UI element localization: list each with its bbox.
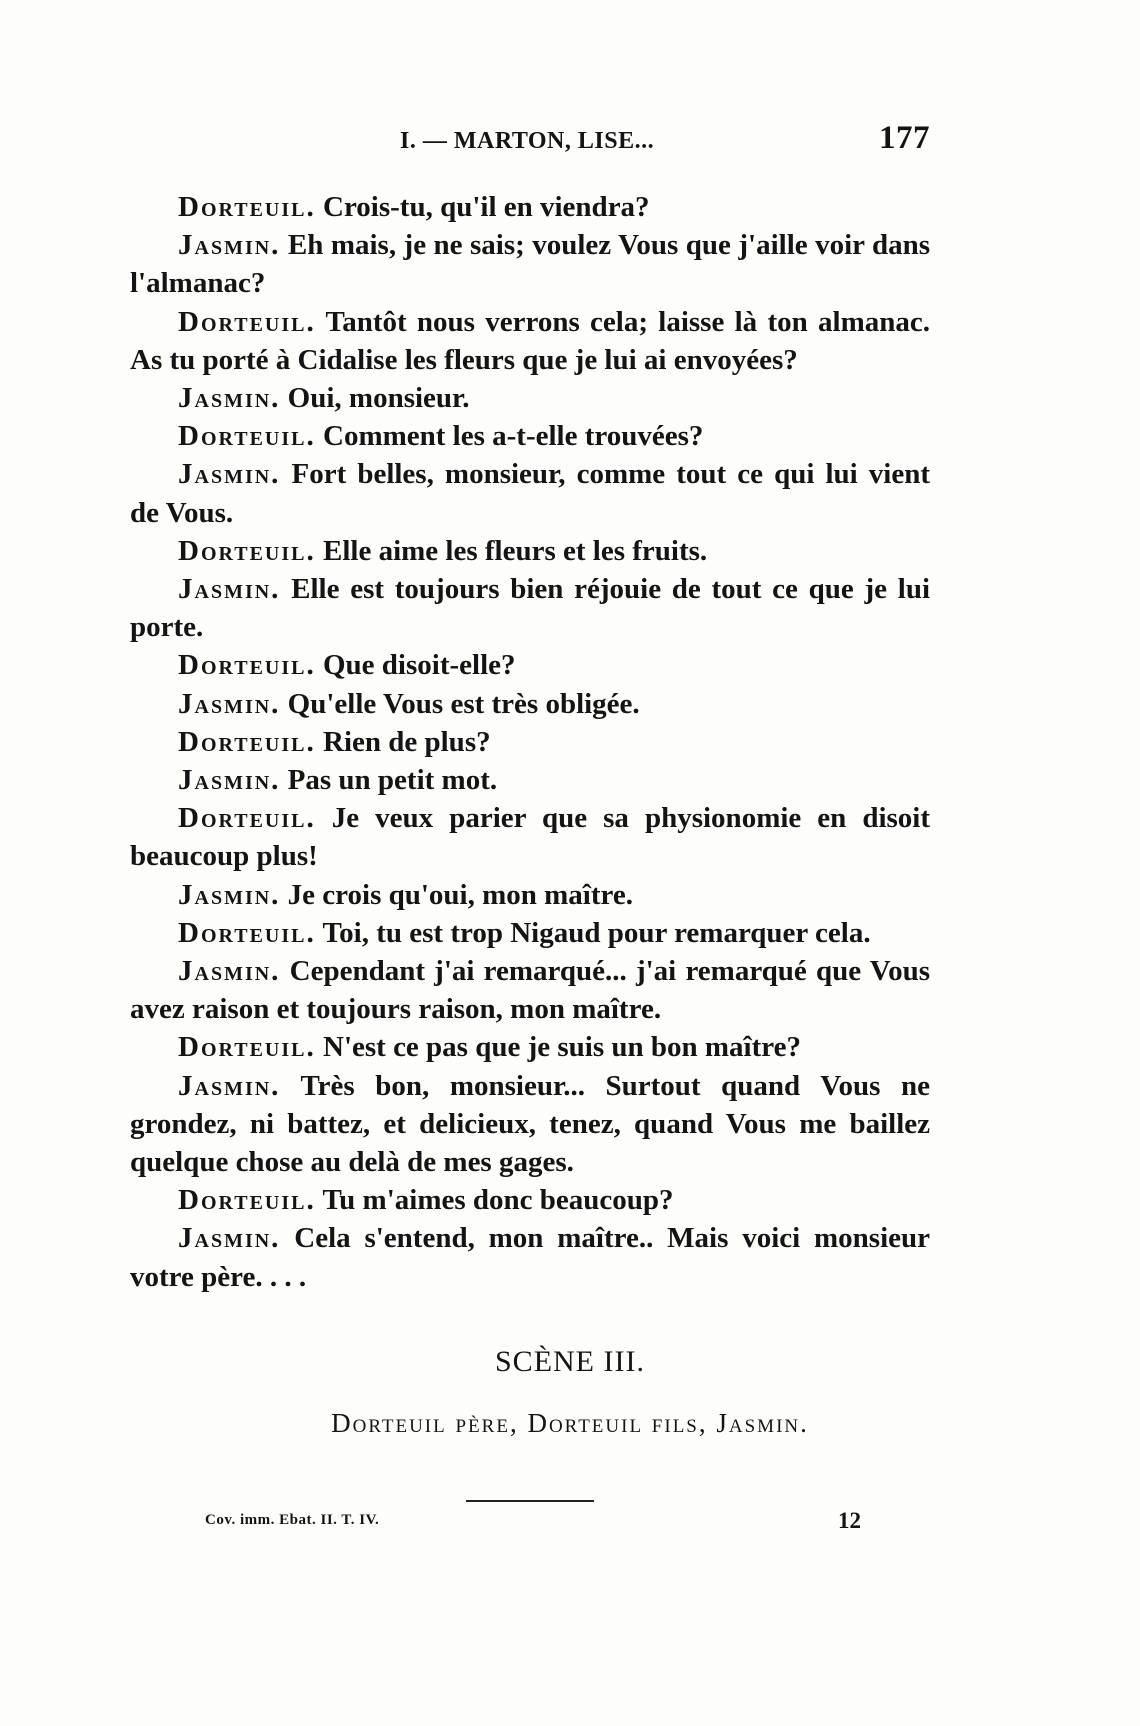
- dialogue-line: [130, 952, 930, 1028]
- dialogue-line: [130, 876, 930, 914]
- speech: Cependant j'ai remarqué... j'ai remarqué que Vous avez raison et toujours raison, mon maître.: [130, 955, 930, 1026]
- speaker-name: Dorteuil.: [178, 305, 316, 338]
- speech: Toi, tu est trop Nigaud pour remarquer cela.: [322, 916, 871, 949]
- speech: Je crois qu'oui, mon maître.: [287, 878, 633, 911]
- dialogue-line: [130, 1067, 930, 1182]
- dialogue-line: [130, 532, 930, 570]
- speaker-name: Dorteuil.: [178, 420, 316, 453]
- dialogue-line: [130, 188, 930, 226]
- dialogue-line: [130, 226, 930, 302]
- speech: Qu'elle Vous est très obligée.: [287, 687, 640, 720]
- speaker-name: Dorteuil.: [178, 534, 316, 567]
- dialogue-line: [130, 685, 930, 723]
- speech: Cela s'entend, mon maître.. Mais voici monsieur votre père. . . .: [130, 1222, 931, 1293]
- speaker-name: Dorteuil.: [178, 191, 316, 223]
- dialogue-line: [130, 1219, 930, 1295]
- speaker-name: Dorteuil.: [178, 649, 316, 682]
- dialogue-line: [130, 455, 930, 531]
- scene-cast: Dorteuil père, Dorteuil fils, Jasmin.: [331, 1408, 809, 1438]
- speech: Tu m'aimes donc beaucoup?: [322, 1184, 674, 1217]
- speaker-name: Dorteuil.: [178, 916, 316, 949]
- speech: Crois-tu, qu'il en viendra?: [323, 191, 650, 223]
- dialogue-line: [130, 570, 930, 646]
- speech: Elle aime les fleurs et les fruits.: [323, 534, 708, 567]
- dialogue-line: [130, 646, 930, 684]
- dialogue-line: [130, 761, 930, 799]
- running-head: [400, 120, 930, 156]
- speaker-name: Dorteuil.: [178, 802, 316, 835]
- speaker-name: Jasmin.: [178, 1069, 281, 1102]
- speaker-name: Jasmin.: [178, 1222, 281, 1255]
- speaker-name: Jasmin.: [178, 573, 281, 606]
- speech: Pas un petit mot.: [287, 764, 498, 797]
- footer-rule: [466, 1500, 594, 1502]
- dialogue-line: [130, 303, 930, 379]
- speech: Très bon, monsieur... Surtout quand Vous ne grondez, ni battez, et delicieux, tenez, quand Vous me baillez quelque chose au delà de mes gages.: [130, 1069, 930, 1179]
- speech: Je veux parier que sa physionomie en disoit beaucoup plus!: [130, 802, 931, 873]
- speaker-name: Dorteuil.: [178, 1184, 316, 1217]
- speech: Rien de plus?: [323, 725, 491, 758]
- printer-signature: Cov. imm. Ebat. II. T. IV.: [205, 1512, 380, 1528]
- speech: Fort belles, monsieur, comme tout ce qui lui vient de Vous.: [130, 458, 930, 529]
- speaker-name: Jasmin.: [178, 764, 281, 797]
- scene-heading: SCÈNE III.: [495, 1345, 645, 1378]
- speech: Oui, monsieur.: [287, 382, 470, 415]
- dialogue-text: [130, 188, 930, 1296]
- speech: N'est ce pas que je suis un bon maître?: [323, 1031, 801, 1064]
- dialogue-line: [130, 1181, 930, 1219]
- speaker-name: Jasmin.: [178, 687, 281, 720]
- page-number: 177: [879, 120, 930, 156]
- speech: Eh mais, je ne sais; voulez Vous que j'aille voir dans l'almanac?: [130, 229, 931, 300]
- speaker-name: Jasmin.: [178, 458, 281, 491]
- speaker-name: Jasmin.: [178, 382, 281, 415]
- speaker-name: Jasmin.: [178, 955, 281, 988]
- running-title: I. — MARTON, LISE...: [400, 128, 655, 154]
- dialogue-line: [130, 914, 930, 952]
- speaker-name: Dorteuil.: [178, 725, 316, 758]
- speaker-name: Jasmin.: [178, 229, 281, 262]
- dialogue-line: [130, 799, 930, 875]
- sheet-number: 12: [838, 1508, 861, 1533]
- speaker-name: Dorteuil.: [178, 1031, 316, 1064]
- speech: Elle est toujours bien réjouie de tout ce que je lui porte.: [130, 573, 931, 644]
- speech: Comment les a-t-elle trouvées?: [323, 420, 704, 453]
- speech: Que disoit-elle?: [323, 649, 516, 682]
- speaker-name: Jasmin.: [178, 878, 281, 911]
- dialogue-line: [130, 723, 930, 761]
- speech: Tantôt nous verrons cela; laisse là ton almanac. As tu porté à Cidalise les fleurs que je lui ai envoyées?: [130, 305, 930, 376]
- dialogue-line: [130, 417, 930, 455]
- dialogue-line: [130, 379, 930, 417]
- dialogue-line: [130, 1028, 930, 1066]
